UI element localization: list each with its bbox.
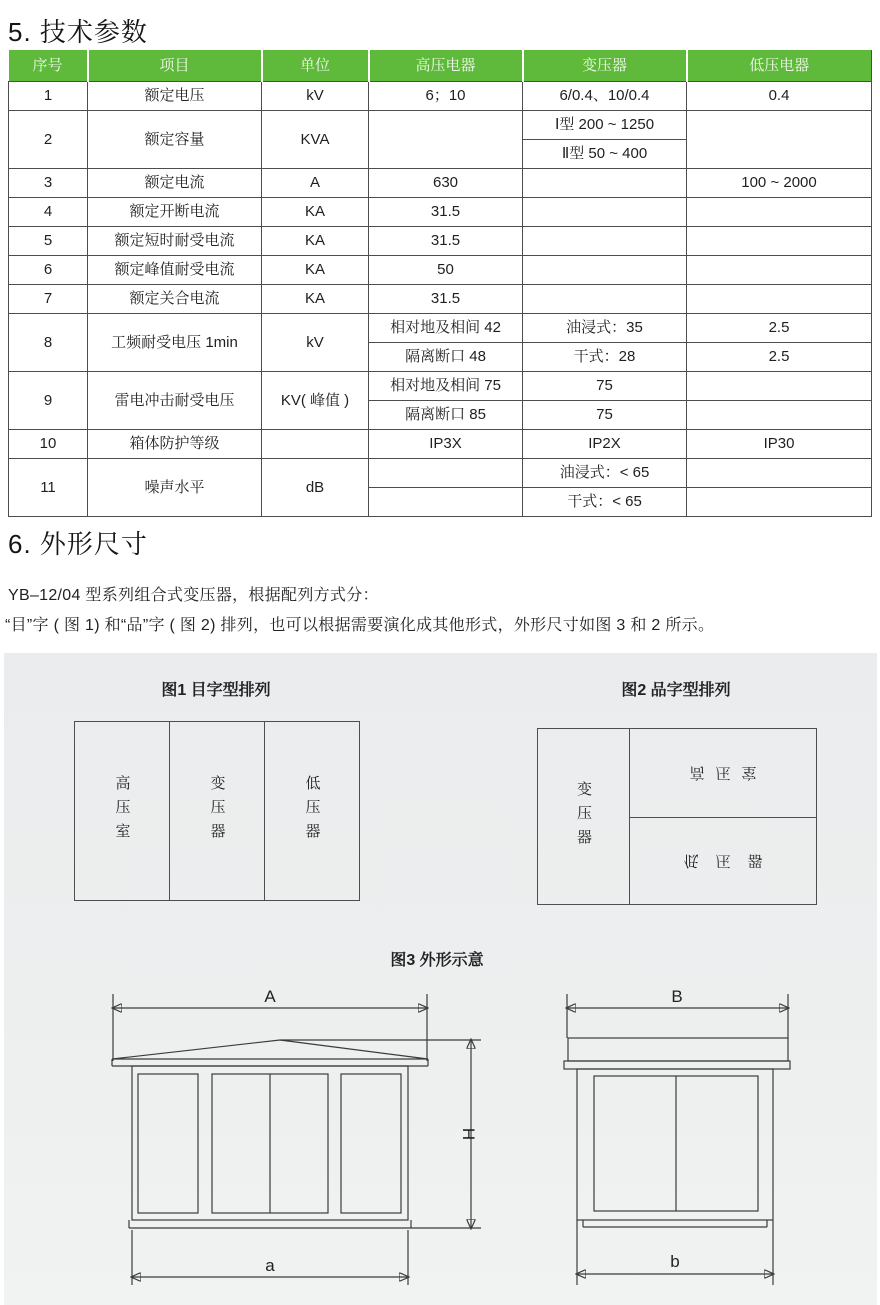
cell-item: 额定开断电流	[88, 198, 262, 227]
cell-lv-sub2	[687, 401, 872, 430]
figure2-caption: 图2 品字型排列	[621, 682, 731, 699]
cell-transformer-sub2: 75	[523, 401, 687, 430]
cell-transformer-sub1: 75	[523, 372, 687, 401]
base-plinth	[129, 1220, 481, 1228]
dim-label-H: H	[459, 1127, 478, 1141]
header-unit: 单位	[262, 51, 369, 82]
cell-lv	[687, 227, 872, 256]
cell-item: 噪声水平	[88, 459, 262, 517]
dim-label-a: a	[265, 1256, 275, 1275]
table-row	[9, 285, 872, 314]
cell-unit: KVA	[262, 111, 369, 169]
cell-no: 10	[9, 430, 88, 459]
cell-hv-sub2: 隔离断口 48	[369, 343, 523, 372]
cell-lv	[687, 198, 872, 227]
dim-label-b: b	[670, 1252, 680, 1271]
cell-item: 工频耐受电压 1min	[88, 314, 262, 372]
cell-unit: KV( 峰值 )	[262, 372, 369, 430]
cell-hv: 630	[369, 169, 523, 198]
cell-unit: kV	[262, 82, 369, 111]
cell-transformer	[523, 285, 687, 314]
cell-item: 额定容量	[88, 111, 262, 169]
roof-side	[568, 1038, 788, 1061]
table-row	[9, 111, 872, 140]
cell-no: 3	[9, 169, 88, 198]
eave-strip	[564, 1061, 790, 1069]
dim-label-B: B	[671, 987, 683, 1006]
cell-unit: kV	[262, 314, 369, 372]
cell-hv-sub2: 隔离断口 85	[369, 401, 523, 430]
cell-lv: IP30	[687, 430, 872, 459]
cell-transformer	[523, 227, 687, 256]
cell-no: 5	[9, 227, 88, 256]
cell-no: 4	[9, 198, 88, 227]
cabinet-body-side	[577, 1069, 773, 1220]
table-header-row	[9, 51, 872, 82]
cell-lv-sub2	[687, 488, 872, 517]
figure1-label-hv-room: 高压室	[113, 775, 131, 847]
figure1-cell-lv	[264, 722, 359, 900]
cell-transformer-sub1: 油浸式：35	[523, 314, 687, 343]
figure1-caption: 图1 目字型排列	[161, 682, 271, 699]
figure2-right-column	[630, 729, 816, 904]
cell-transformer-sub1: 油浸式：< 65	[523, 459, 687, 488]
figure1-cell-transformer	[169, 722, 264, 900]
cell-transformer: IP2X	[523, 430, 687, 459]
cell-lv	[687, 256, 872, 285]
cell-unit	[262, 430, 369, 459]
cell-lv-sub1: 2.5	[687, 314, 872, 343]
figure2-cell-transformer	[538, 729, 630, 904]
roof-outline	[112, 1040, 428, 1066]
figure2-label-hv-room: 高压室	[689, 763, 768, 781]
cell-unit: A	[262, 169, 369, 198]
cell-transformer-sub2: 干式：< 65	[523, 488, 687, 517]
cell-hv: 31.5	[369, 227, 523, 256]
cell-hv	[369, 111, 523, 169]
figure2-layout-diagram	[537, 728, 817, 905]
section5-title: 5. 技术参数	[8, 17, 148, 47]
table-row	[9, 314, 872, 343]
dim-label-A: A	[264, 987, 276, 1006]
figure1-layout-diagram	[74, 721, 360, 901]
figure3-front-view-drawing	[90, 983, 510, 1303]
door-panel-left	[138, 1074, 198, 1213]
cell-transformer	[523, 169, 687, 198]
cell-unit: KA	[262, 256, 369, 285]
cell-no: 9	[9, 372, 88, 430]
cell-hv: 6；10	[369, 82, 523, 111]
cell-unit: KA	[262, 227, 369, 256]
cell-hv-sub1: 相对地及相间 42	[369, 314, 523, 343]
cell-transformer-type2: Ⅱ型 50 ~ 400	[523, 140, 687, 169]
section6-paragraph-2: “目”字 ( 图 1) 和“品”字 ( 图 2) 排列，也可以根据需要演化成其他形式，外形尺寸如图 3 和 2 所示。	[5, 617, 715, 634]
header-no: 序号	[9, 51, 88, 82]
cell-hv: 31.5	[369, 198, 523, 227]
cell-hv: 50	[369, 256, 523, 285]
cell-no: 11	[9, 459, 88, 517]
figure1-label-lv: 低压器	[303, 775, 321, 847]
cell-hv: 31.5	[369, 285, 523, 314]
cell-item: 额定关合电流	[88, 285, 262, 314]
figure2-label-transformer: 变压器	[575, 780, 592, 853]
header-item: 项目	[88, 51, 262, 82]
base-strip-side	[583, 1220, 767, 1227]
cell-unit: KA	[262, 198, 369, 227]
table-row	[9, 198, 872, 227]
cell-lv	[687, 285, 872, 314]
table-row	[9, 82, 872, 111]
cell-no: 1	[9, 82, 88, 111]
table-row	[9, 256, 872, 285]
table-row	[9, 227, 872, 256]
cell-no: 6	[9, 256, 88, 285]
cell-no: 7	[9, 285, 88, 314]
cell-transformer: 6/0.4、10/0.4	[523, 82, 687, 111]
cell-item: 额定峰值耐受电流	[88, 256, 262, 285]
cell-transformer	[523, 198, 687, 227]
cell-item: 箱体防护等级	[88, 430, 262, 459]
cell-transformer-type1: Ⅰ型 200 ~ 1250	[523, 111, 687, 140]
cell-no: 8	[9, 314, 88, 372]
cell-no: 2	[9, 111, 88, 169]
section6-title: 6. 外形尺寸	[8, 529, 148, 559]
cell-lv	[687, 111, 872, 169]
cell-lv-sub1	[687, 372, 872, 401]
cell-hv: IP3X	[369, 430, 523, 459]
cell-item: 雷电冲击耐受电压	[88, 372, 262, 430]
cell-lv: 0.4	[687, 82, 872, 111]
cell-hv-sub2	[369, 488, 523, 517]
cell-unit: KA	[262, 285, 369, 314]
section6-paragraph-1: YB–12/04 型系列组合式变压器，根据配列方式分：	[8, 587, 379, 604]
header-transformer: 变压器	[523, 51, 687, 82]
cell-item: 额定电流	[88, 169, 262, 198]
figure1-cell-hv-room	[75, 722, 169, 900]
figure3-side-view-drawing	[540, 983, 820, 1303]
cell-lv-sub1	[687, 459, 872, 488]
table-row	[9, 430, 872, 459]
cell-unit: dB	[262, 459, 369, 517]
figure2-label-lv: 低压器	[683, 851, 780, 869]
table-row	[9, 459, 872, 488]
technical-parameters-table	[8, 50, 872, 517]
cell-transformer	[523, 256, 687, 285]
table-row	[9, 372, 872, 401]
cell-hv-sub1: 相对地及相间 75	[369, 372, 523, 401]
table-row	[9, 169, 872, 198]
figure2-cell-lv	[630, 818, 816, 904]
cell-transformer-sub2: 干式：28	[523, 343, 687, 372]
figure2-cell-hv-room	[630, 729, 816, 818]
figure3-caption: 图3 外形示意	[390, 952, 484, 969]
cell-item: 额定电压	[88, 82, 262, 111]
cell-lv: 100 ~ 2000	[687, 169, 872, 198]
header-hv: 高压电器	[369, 51, 523, 82]
cell-item: 额定短时耐受电流	[88, 227, 262, 256]
figure1-label-transformer: 变压器	[208, 775, 226, 847]
header-lv: 低压电器	[687, 51, 872, 82]
cell-lv-sub2: 2.5	[687, 343, 872, 372]
figures-panel	[4, 653, 877, 1305]
cell-hv-sub1	[369, 459, 523, 488]
door-panel-right	[341, 1074, 401, 1213]
